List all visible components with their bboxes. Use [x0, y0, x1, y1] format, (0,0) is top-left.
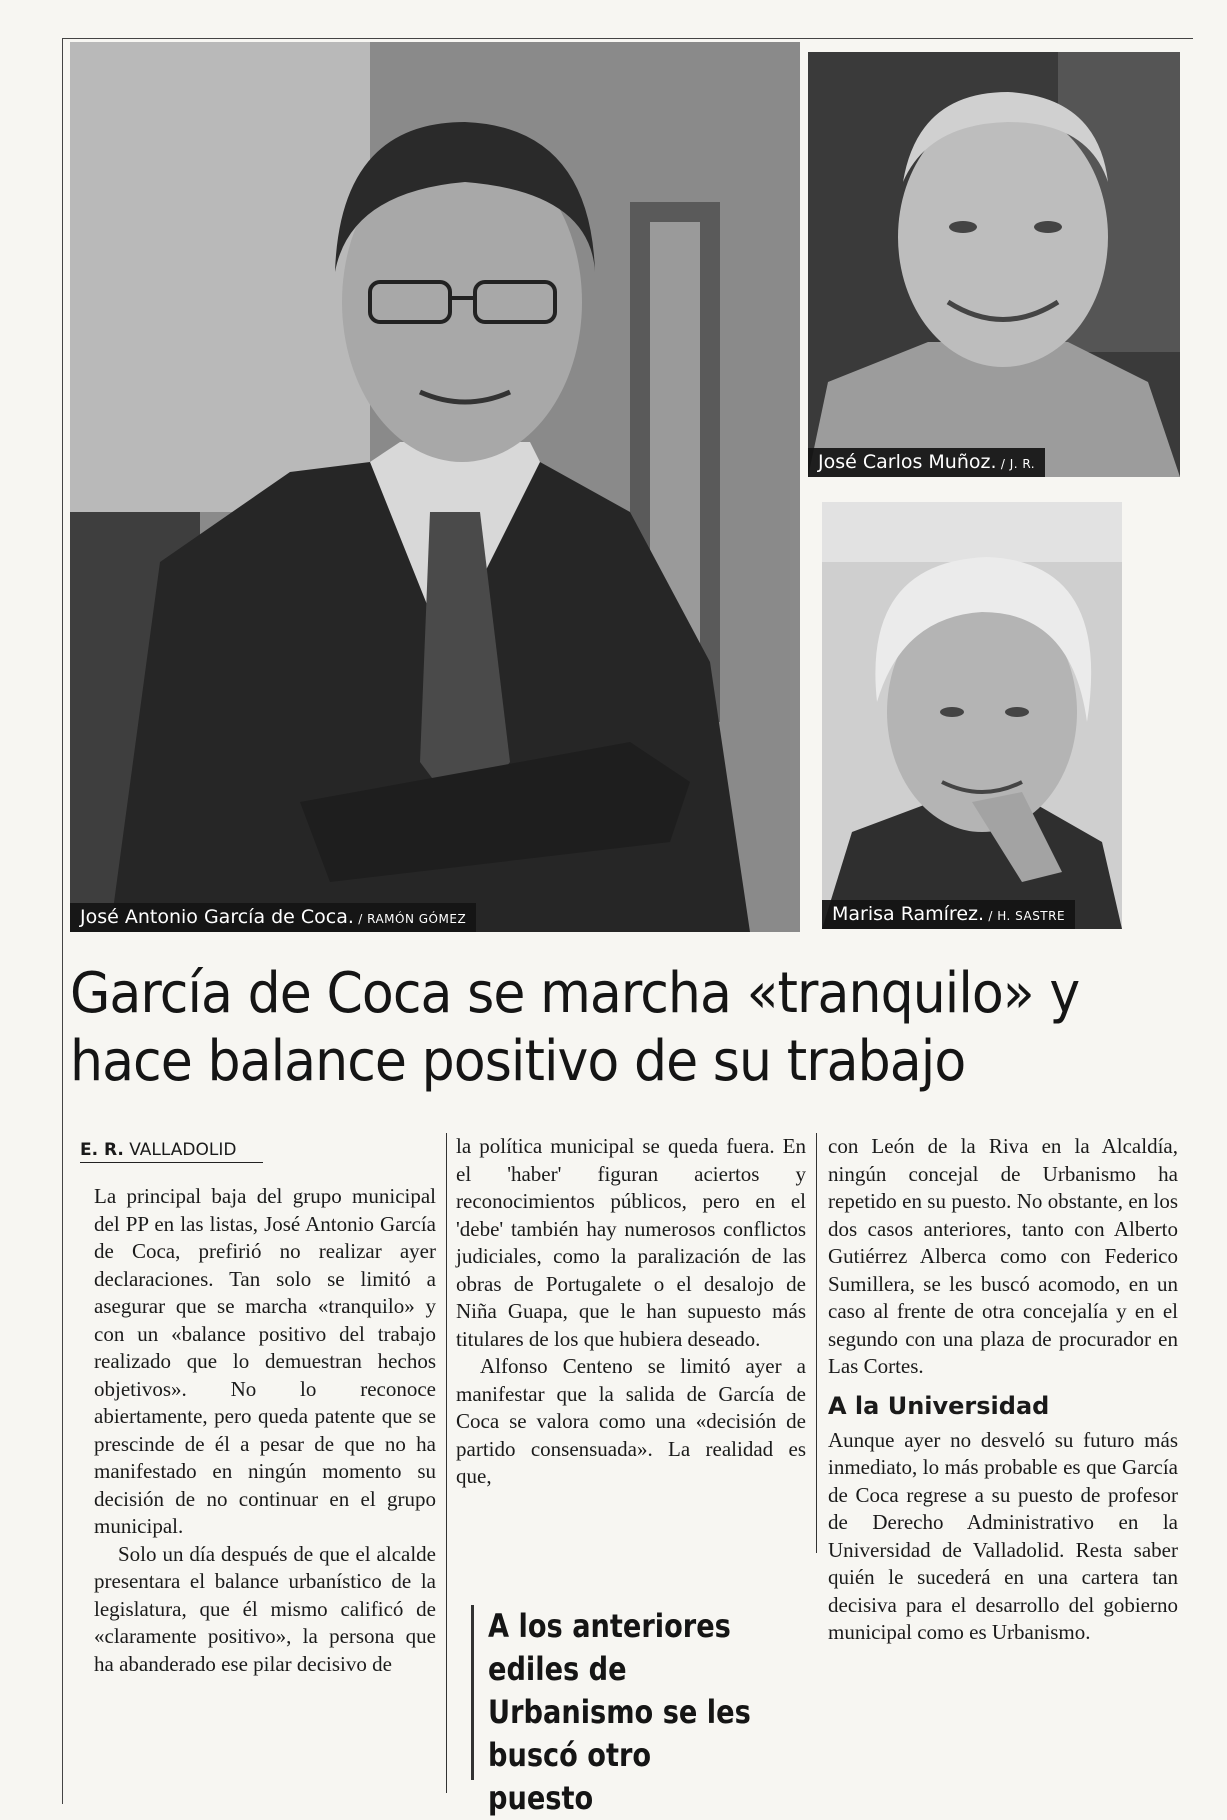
portrait-garcia-de-coca [70, 42, 800, 932]
subheading: A la Universidad [828, 1391, 1050, 1420]
paragraph: Alfonso Centeno se limitó ayer a manifestar que la salida de García de Coca se valora como una «decisión de partido consensuada». La realidad es que, [456, 1354, 806, 1488]
pull-quote: A los anteriores ediles de Urbanismo se les buscó otro puesto [488, 1607, 751, 1817]
top-right-photo [808, 52, 1180, 477]
byline-place: VALLADOLID [123, 1140, 237, 1160]
paragraph: con León de la Riva en la Alcaldía, ningún concejal de Urbanismo ha repetido en su puesto. No obstante, en los dos casos anteriores, tanto con Alberto Gutiérrez Alberca como con Federico Sumillera, se les buscó acomodo, en un caso al frente de otra concejalía y en el segundo con una plaza de procurador en Las Cortes. [828, 1134, 1178, 1378]
mid-photo-caption [822, 900, 1075, 929]
byline [80, 1140, 263, 1163]
caption-name: José Carlos Muñoz. [818, 451, 997, 473]
body-column-1 [94, 1183, 436, 1678]
main-photo-caption [70, 903, 476, 932]
paragraph: Aunque ayer no desveló su futuro más inmediato, lo más probable es que García de Coca regrese a su puesto de profesor de Derecho Administrativo en la Universidad de Valladolid. Resta saber quién le sucederá en una cartera tan decisiva para el desarrollo del gobierno municipal como es Urbanismo. [828, 1427, 1178, 1644]
column-rule-2 [816, 1133, 817, 1553]
main-photo [70, 42, 800, 932]
portrait-jose-carlos-munoz [808, 52, 1180, 477]
paragraph: la política municipal se queda fuera. En el 'haber' figuran aciertos y reconocimientos públicos, pero en el 'debe' también hay numerosos conflictos judiciales, como la paralización de las obras de Portugalete o el desalojo de Niña Guapa, que le han supuesto más titulares de los que hubiera deseado. [456, 1134, 806, 1351]
caption-name: Marisa Ramírez. [832, 903, 985, 925]
caption-credit: / RAMÓN GÓMEZ [353, 912, 467, 926]
caption-name: José Antonio García de Coca. [80, 906, 354, 928]
column-rule-1 [446, 1133, 447, 1793]
caption-credit: / J. R. [996, 457, 1036, 471]
portrait-marisa-ramirez [822, 502, 1122, 929]
byline-author: E. R. [80, 1140, 124, 1160]
paragraph: Solo un día después de que el alcalde presentara el balance urbanístico de la legislatura, que él mismo calificó de «claramente positivo», la persona que ha abanderado ese pilar decisivo de [94, 1541, 436, 1676]
body-column-3 [828, 1133, 1178, 1647]
top-photo-caption [808, 448, 1045, 477]
paragraph: La principal baja del grupo municipal del PP en las listas, José Antonio García de Coca, prefirió no realizar ayer declaraciones. Tan solo se limitó a asegurar que se marcha «tranquilo» y con un «balance positivo del trabajo realizado que lo demuestran hechos objetivos». No lo reconoce abiertamente, pero queda patente que se prescinde de él a pesar de que no ha manifestado en ningún momento su decisión de no continuar en el grupo municipal. [94, 1184, 436, 1538]
pullquote-rule [471, 1605, 474, 1780]
headline: García de Coca se marcha «tranquilo» y hace balance positivo de su trabajo [70, 961, 1080, 1094]
body-column-2 [456, 1133, 806, 1491]
middle-right-photo [822, 502, 1122, 929]
caption-credit: / H. SASTRE [984, 909, 1066, 923]
